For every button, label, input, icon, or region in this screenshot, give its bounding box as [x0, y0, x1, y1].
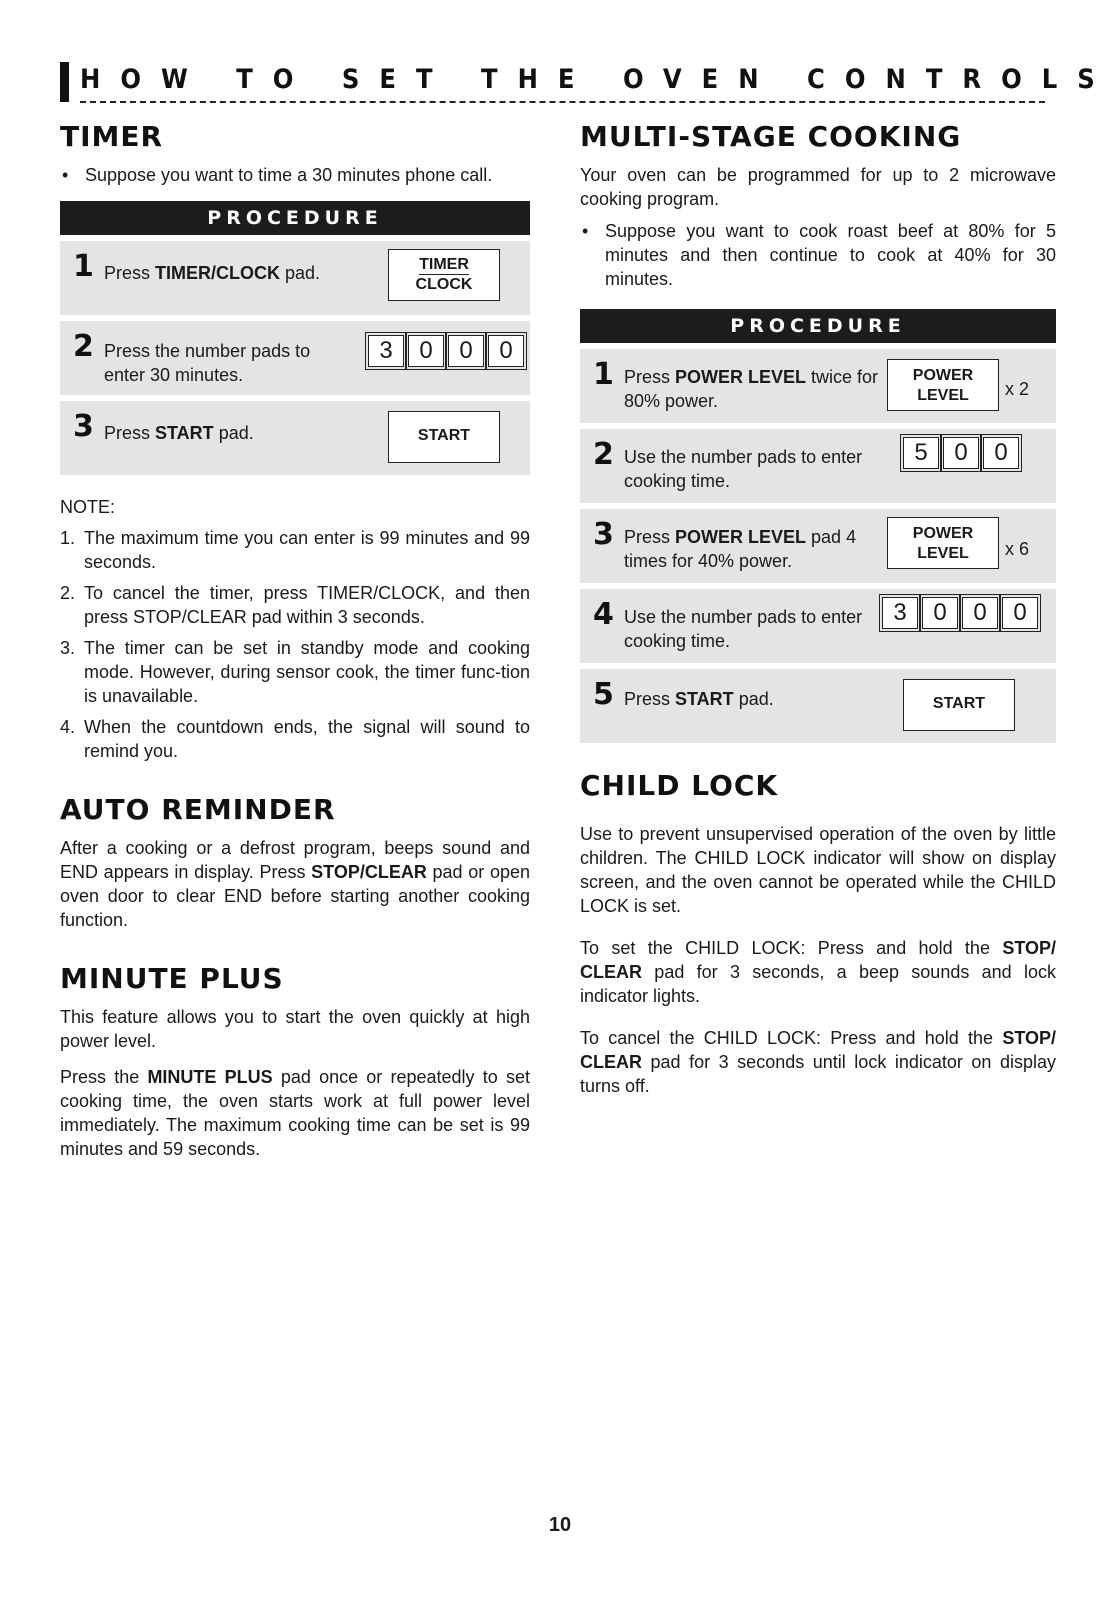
- multi-stage-bullet: • Suppose you want to cook roast beef at 80% for 5 minutes and then continue to cook at 40% for 30 minutes.: [580, 219, 1056, 291]
- procedure-header: PROCEDURE: [580, 309, 1056, 343]
- multi-step-3: [580, 509, 1056, 583]
- digit-pad[interactable]: 0: [408, 335, 444, 367]
- timer-title: TIMER: [60, 120, 164, 153]
- power-level-pad[interactable]: [887, 517, 999, 569]
- step-text: Press START pad.: [104, 423, 254, 443]
- auto-reminder-title: AUTO REMINDER: [60, 793, 336, 826]
- step-number: 2: [73, 329, 94, 364]
- digit-display: [903, 437, 1019, 469]
- digit-pad[interactable]: 3: [368, 335, 404, 367]
- step-text: Use the number pads to enter cooking time.: [624, 447, 863, 491]
- digit-pad[interactable]: 0: [488, 335, 524, 367]
- pad-label-top: POWER: [912, 525, 974, 542]
- step-number: 2: [593, 437, 614, 472]
- step-number: 3: [593, 517, 614, 552]
- digit-pad[interactable]: 0: [962, 597, 998, 629]
- procedure-header: PROCEDURE: [60, 201, 530, 235]
- minute-plus-text-2: Press the MINUTE PLUS pad once or repeatedly to set cooking time, the oven starts work at full power level immediately. The maximum cooking time can be set is 99 minutes and 59 seconds.: [60, 1067, 530, 1159]
- timer-step-2: [60, 321, 530, 395]
- pad-label-top: POWER: [912, 367, 974, 384]
- step-text: Use the number pads to enter cooking time.: [624, 607, 863, 651]
- step-number: 1: [593, 357, 614, 392]
- start-pad[interactable]: START: [903, 679, 1015, 731]
- child-lock-text-3: To cancel the CHILD LOCK: Press and hold the STOP/ CLEAR pad for 3 seconds until lock indicator on display turns off.: [580, 1028, 1056, 1096]
- multi-stage-procedure: [580, 309, 1056, 743]
- multi-step-2: [580, 429, 1056, 503]
- digit-pad[interactable]: 0: [448, 335, 484, 367]
- note-item: 3. The timer can be set in standby mode and cooking mode. However, during sensor cook, the timer func-tion is unavailable.: [60, 638, 530, 706]
- digit-pad[interactable]: 5: [903, 437, 939, 469]
- minute-plus-title: MINUTE PLUS: [60, 962, 284, 995]
- child-lock-title: CHILD LOCK: [580, 769, 779, 802]
- multi-step-1: [580, 349, 1056, 423]
- digit-pad[interactable]: 3: [882, 597, 918, 629]
- step-text: Press POWER LEVEL pad 4 times for 40% power.: [624, 527, 857, 571]
- digit-pad[interactable]: 0: [922, 597, 958, 629]
- power-level-pad[interactable]: [887, 359, 999, 411]
- multi-stage-intro: Your oven can be programmed for up to 2 microwave cooking program.: [580, 165, 1056, 209]
- header-dashed-rule: [80, 101, 1045, 103]
- digit-pad[interactable]: 0: [1002, 597, 1038, 629]
- child-lock-text-2: To set the CHILD LOCK: Press and hold the STOP/ CLEAR pad for 3 seconds, a beep sounds and lock indicator lights.: [580, 938, 1056, 1006]
- pad-label-top: TIMER: [419, 256, 469, 273]
- start-pad[interactable]: START: [388, 411, 500, 463]
- digit-display: [368, 335, 524, 367]
- step-text: Press the number pads to enter 30 minutes.: [104, 341, 311, 385]
- multi-step-5: [580, 669, 1056, 743]
- pad-label-bottom: CLOCK: [415, 276, 473, 293]
- note-item: 4. When the countdown ends, the signal will sound to remind you.: [60, 717, 530, 761]
- page-header: [60, 62, 1115, 104]
- digit-pad[interactable]: 0: [943, 437, 979, 469]
- header-bar: [60, 62, 69, 102]
- right-column: [580, 120, 1056, 1110]
- timer-procedure: [60, 201, 530, 475]
- multi-step-4: [580, 589, 1056, 663]
- timer-notes: [60, 526, 530, 763]
- digit-pad[interactable]: 0: [983, 437, 1019, 469]
- step-number: 4: [593, 597, 614, 632]
- timer-step-3: [60, 401, 530, 475]
- auto-reminder-text: After a cooking or a defrost program, beeps sound and END appears in display. Press STOP/CLEAR pad or open oven door to clear END before starting another cooking function.: [60, 838, 530, 930]
- child-lock-text-1: Use to prevent unsupervised operation of the oven by little children. The CHILD LOCK indicator will show on display screen, and the oven cannot be operated while the CHILD LOCK is set.: [580, 824, 1056, 916]
- step-text: Press POWER LEVEL twice for 80% power.: [624, 367, 879, 411]
- timer-clock-pad[interactable]: [388, 249, 500, 301]
- note-label: NOTE:: [60, 497, 116, 517]
- page-title: HOW TO SET THE OVEN CONTROLS: [80, 64, 1115, 95]
- press-count: x 6: [1005, 539, 1030, 559]
- page-number: 10: [548, 1514, 572, 1536]
- timer-step-1: [60, 241, 530, 315]
- step-number: 5: [593, 677, 614, 712]
- pad-label-bottom: LEVEL: [917, 545, 969, 562]
- digit-display: [882, 597, 1038, 629]
- note-item: 1. The maximum time you can enter is 99 minutes and 99 seconds.: [60, 528, 530, 572]
- left-column: [60, 120, 530, 1173]
- pad-label-bottom: LEVEL: [917, 387, 969, 404]
- press-count: x 2: [1005, 379, 1030, 399]
- step-text: Press START pad.: [624, 689, 774, 709]
- step-text: Press TIMER/CLOCK pad.: [104, 263, 321, 283]
- step-number: 1: [73, 249, 94, 284]
- minute-plus-text-1: This feature allows you to start the oven quickly at high power level.: [60, 1007, 530, 1051]
- multi-stage-title: MULTI-STAGE COOKING: [580, 120, 962, 153]
- timer-bullet: • Suppose you want to time a 30 minutes phone call.: [60, 163, 530, 187]
- note-item: 2. To cancel the timer, press TIMER/CLOCK, and then press STOP/CLEAR pad within 3 seconds.: [60, 583, 530, 627]
- step-number: 3: [73, 409, 94, 444]
